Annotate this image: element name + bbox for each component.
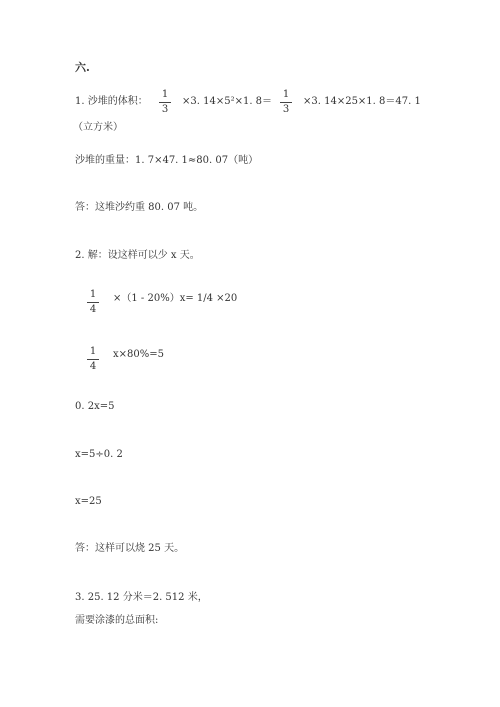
- q2-label: 2. 解：设这样可以少 x 天。: [75, 250, 200, 261]
- q1-fraction-1-denominator: 3: [161, 104, 169, 115]
- q1-fraction-2-denominator: 3: [282, 104, 290, 115]
- q2-eq1-rest: ×（1 - 20%）x= 1/4 ×20: [113, 293, 238, 304]
- section-title: 六.: [75, 61, 90, 74]
- q2-eq2-fraction-numerator: 1: [89, 346, 97, 357]
- q2-eq3: 0. 2x=5: [75, 401, 115, 412]
- q2-eq1-fraction-denominator: 4: [89, 304, 97, 315]
- q1-expression-2: ×3. 14×25×1. 8＝47. 1: [303, 96, 421, 107]
- q1-fraction-2: [279, 90, 293, 115]
- q2-eq2-fraction: [86, 347, 100, 372]
- q2-eq5: x=25: [75, 496, 102, 507]
- q1-fraction-1-numerator: 1: [161, 89, 169, 100]
- q3-line-2: 需要涂漆的总面积:: [75, 615, 159, 626]
- q2-answer: 答：这样可以烧 25 天。: [75, 543, 185, 554]
- q1-expression-1: ×3. 14×5²×1. 8＝: [182, 96, 273, 107]
- q1-weight-line: 沙堆的重量：1. 7×47. 1≈80. 07（吨）: [75, 155, 259, 166]
- q1-label: 1. 沙堆的体积：: [75, 96, 148, 107]
- q1-unit-line: （立方米）: [73, 122, 123, 133]
- fraction-bar: [280, 102, 292, 103]
- q1-answer: 答：这堆沙约重 80. 07 吨。: [75, 202, 204, 213]
- q2-eq4: x=5÷0. 2: [75, 449, 123, 460]
- fraction-bar: [87, 302, 99, 303]
- q3-label: 3. 25. 12 分米＝2. 512 米，: [75, 592, 208, 603]
- q1-fraction-2-numerator: 1: [282, 89, 290, 100]
- fraction-bar: [159, 102, 171, 103]
- q2-eq2-fraction-denominator: 4: [89, 361, 97, 372]
- q2-eq2-rest: x×80%=5: [113, 349, 164, 360]
- q2-eq1-fraction-numerator: 1: [89, 289, 97, 300]
- fraction-bar: [87, 359, 99, 360]
- q1-fraction-1: [158, 90, 172, 115]
- q2-eq1-fraction: [86, 290, 100, 315]
